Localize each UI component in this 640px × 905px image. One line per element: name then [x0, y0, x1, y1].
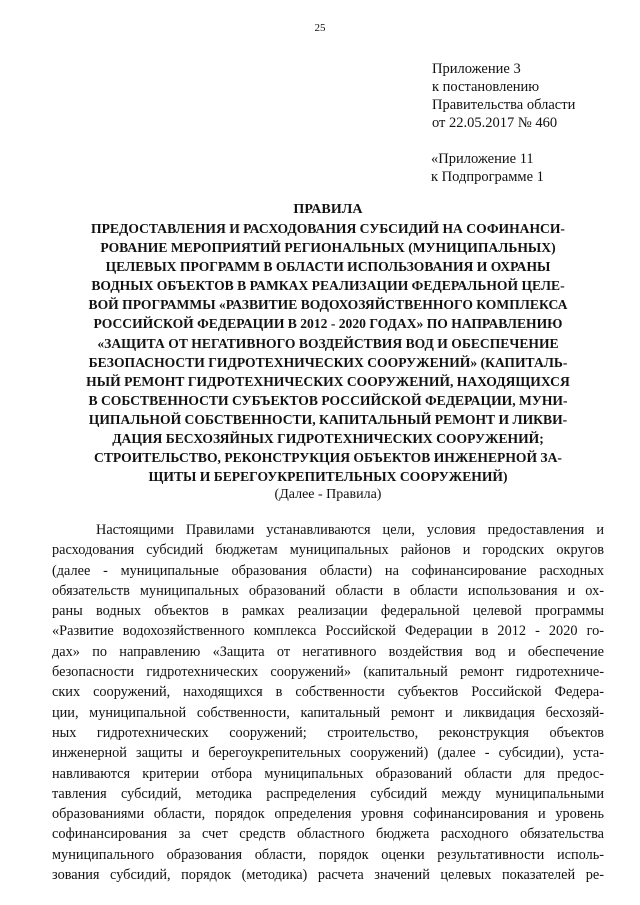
appendix-line: от 22.05.2017 № 460: [432, 115, 558, 131]
title-line: БЕЗОПАСНОСТИ ГИДРОТЕХНИЧЕСКИХ СООРУЖЕНИЙ» (КАПИТАЛЬ-: [88, 354, 568, 370]
appendix-line: Приложение 3: [432, 61, 521, 77]
body-line: ских сооружений, находящихся в собственности субъектов Российской Федера-: [52, 684, 604, 701]
title-line: ЦИПАЛЬНОЙ СОБСТВЕННОСТИ, КАПИТАЛЬНЫЙ РЕМОНТ И ЛИКВИ-: [88, 411, 568, 427]
body-line: обязательств муниципальных образований области в области использования и ох-: [52, 582, 604, 599]
body-line: инженерной защиты и берегоукрепительных сооружений) (далее - субсидии), уста-: [52, 745, 604, 762]
title-line: НЫЙ РЕМОНТ ГИДРОТЕХНИЧЕСКИХ СООРУЖЕНИЙ, НАХОДЯЩИХСЯ: [86, 373, 570, 389]
body-line: дах» по направлению «Защита от негативного воздействия вод и обеспечение: [52, 643, 604, 660]
title-line: ВОЙ ПРОГРАММЫ «РАЗВИТИЕ ВОДОХОЗЯЙСТВЕННОГО КОМПЛЕКСА: [88, 297, 568, 313]
body-line: муниципального образования области, порядок оценки результативности исполь-: [52, 846, 604, 863]
appendix-line: Правительства области: [432, 97, 576, 113]
title-line: СТРОИТЕЛЬСТВО, РЕКОНСТРУКЦИЯ ОБЪЕКТОВ ИНЖЕНЕРНОЙ ЗА-: [94, 450, 562, 466]
title-line: РОВАНИЕ МЕРОПРИЯТИЙ РЕГИОНАЛЬНЫХ (МУНИЦИПАЛЬНЫХ): [100, 240, 556, 256]
body-line: ных гидротехнических сооружений; строительство, реконструкция объектов: [52, 724, 604, 741]
title-line: ЩИТЫ И БЕРЕГОУКРЕПИТЕЛЬНЫХ СООРУЖЕНИЙ): [148, 469, 508, 485]
title-line: ПРЕДОСТАВЛЕНИЯ И РАСХОДОВАНИЯ СУБСИДИЙ НА СОФИНАНСИ-: [91, 221, 565, 236]
title-line: ЦЕЛЕВЫХ ПРОГРАММ В ОБЛАСТИ ИСПОЛЬЗОВАНИЯ И ОХРАНЫ: [105, 259, 551, 275]
title-line: «ЗАЩИТА ОТ НЕГАТИВНОГО ВОЗДЕЙСТВИЯ ВОД И ОБЕСПЕЧЕНИЕ: [97, 335, 559, 351]
document-title: [52, 200, 604, 504]
title-line: РОССИЙСКОЙ ФЕДЕРАЦИИ В 2012 - 2020 ГОДАХ» ПО НАПРАВЛЕНИЮ: [93, 316, 563, 332]
body-line: образованиями области, порядок определения уровня софинансирования и уровень: [52, 806, 604, 823]
body-paragraph: [52, 520, 604, 885]
page-number: 25: [314, 22, 326, 34]
body-line: софинансирования за счет средств областного бюджета расходного обязательства: [52, 826, 604, 843]
title-line: ВОДНЫХ ОБЪЕКТОВ В РАМКАХ РЕАЛИЗАЦИИ ФЕДЕРАЛЬНОЙ ЦЕЛЕ-: [91, 278, 565, 294]
title-heading: ПРАВИЛА: [293, 202, 363, 217]
title-subtitle: (Далее - Правила): [274, 487, 382, 503]
appendix-sub-note: [431, 150, 544, 186]
body-line: раны водных объектов в рамках реализации федеральной целевой программы: [52, 603, 604, 620]
appendix-sub-line: к Подпрограмме 1: [431, 169, 544, 185]
body-line: навливаются критерии отбора муниципальных образований области для предос-: [52, 765, 604, 782]
body-line: (далее - муниципальные образования области) на софинансирование расходных: [52, 562, 604, 579]
body-line: зования субсидий, порядок (методика) расчета значений целевых показателей ре-: [52, 867, 604, 884]
appendix-sub-line: «Приложение 11: [431, 151, 534, 167]
title-line: ДАЦИЯ БЕСХОЗЯЙНЫХ ГИДРОТЕХНИЧЕСКИХ СООРУЖЕНИЙ;: [112, 431, 544, 447]
title-line: В СОБСТВЕННОСТИ СУБЪЕКТОВ РОССИЙСКОЙ ФЕДЕРАЦИИ, МУНИ-: [88, 392, 568, 408]
body-line: расходования субсидий бюджетам муниципальных районов и городских округов: [52, 542, 604, 559]
body-line: безопасности гидротехнических сооружений» (капитальный ремонт гидротехниче-: [52, 664, 604, 681]
body-line: Настоящими Правилами устанавливаются цели, условия предоставления и: [96, 522, 604, 538]
appendix-note: [432, 60, 575, 132]
body-line: «Развитие водохозяйственного комплекса Российской Федерации в 2012 - 2020 го-: [52, 623, 604, 640]
body-line: ции, муниципальной собственности, капитальный ремонт и ликвидация бесхозяй-: [52, 704, 604, 721]
appendix-line: к постановлению: [432, 79, 540, 95]
body-line: тавления субсидий, методика распределения субсидий между муниципальными: [52, 785, 604, 802]
